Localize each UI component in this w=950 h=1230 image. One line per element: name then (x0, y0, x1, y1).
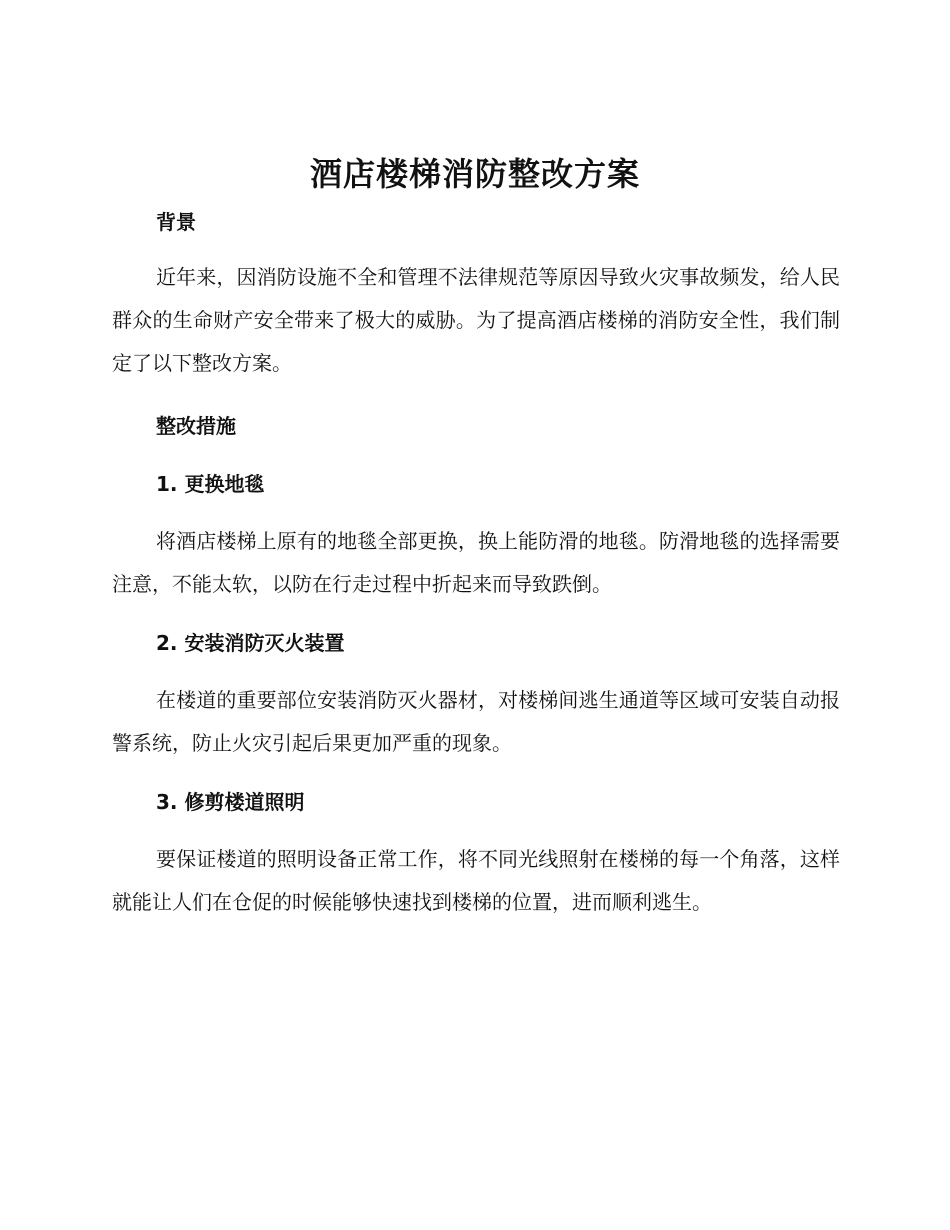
measure-paragraph-1: 将酒店楼梯上原有的地毯全部更换，换上能防滑的地毯。防滑地毯的选择需要注意，不能太软，以防在行走过程中折起来而导致跌倒。 (112, 529, 840, 596)
measure-paragraph-2: 在楼道的重要部位安装消防灭火器材，对楼梯间逃生通道等区域可安装自动报警系统，防止火灾引起后果更加严重的现象。 (112, 688, 840, 755)
measure-heading-3: 3. 修剪楼道照明 (156, 790, 305, 814)
background-paragraph: 近年来，因消防设施不全和管理不法律规范等原因导致火灾事故频发，给人民群众的生命财产安全带来了极大的威胁。为了提高酒店楼梯的消防安全性，我们制定了以下整改方案。 (112, 265, 840, 375)
measure-heading-2: 2. 安装消防灭火装置 (156, 631, 345, 655)
measure-heading-1: 1. 更换地毯 (156, 472, 265, 496)
document-title: 酒店楼梯消防整改方案 (309, 155, 640, 193)
section-heading-background: 背景 (156, 210, 196, 234)
measure-paragraph-3: 要保证楼道的照明设备正常工作，将不同光线照射在楼梯的每一个角落，这样就能让人们在仓促的时候能够快速找到楼梯的位置，进而顺利逃生。 (112, 847, 840, 914)
section-heading-measures: 整改措施 (156, 414, 236, 438)
